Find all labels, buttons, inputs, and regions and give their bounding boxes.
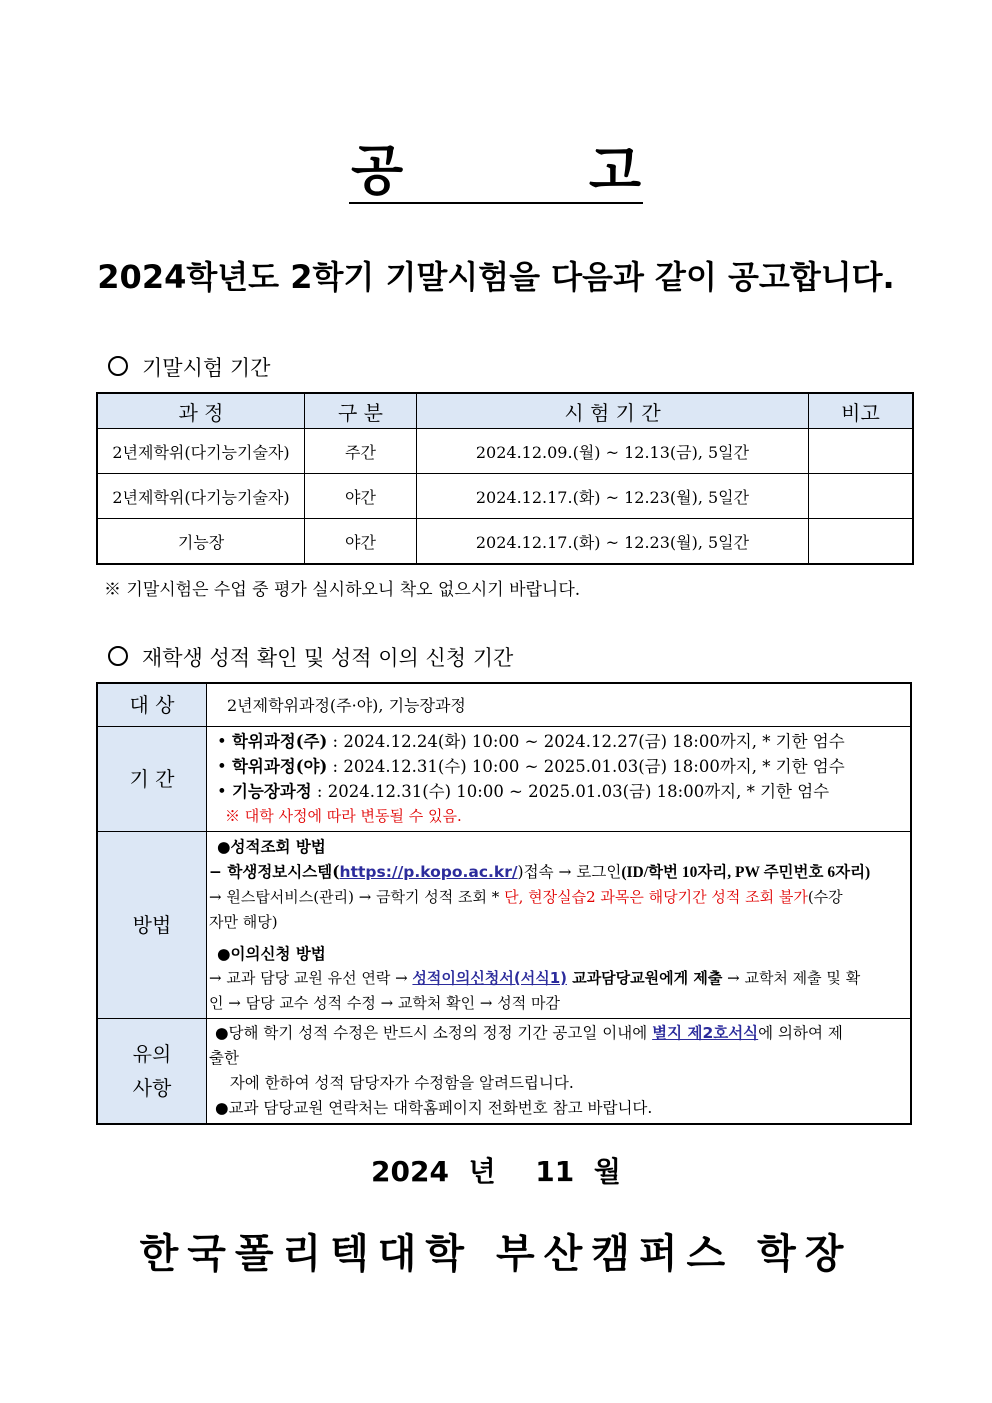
method-row xyxy=(97,832,911,1019)
notice-line: ●당해 학기 성적 수정은 반드시 소정의 정정 기간 공고일 이내에 별지 제2호서식에 의하여 제 xyxy=(215,1024,843,1042)
cell-course: 2년제학위(다기능기술자) xyxy=(97,474,305,519)
grade-method-heading: ●성적조회 방법 xyxy=(217,837,326,856)
cell-period: 2024.12.17.(화) ~ 12.23(월), 5일간 xyxy=(417,474,809,519)
cell-remark xyxy=(809,429,914,474)
period-content xyxy=(207,727,912,832)
notice-row xyxy=(97,1019,911,1125)
section1-heading xyxy=(108,352,270,382)
method-label: 방법 xyxy=(97,832,207,1019)
notice-line: 출한 xyxy=(209,1049,239,1067)
appeal-method-line: → 교과 담당 교원 유선 연락 → 성적이의신청서(서식1) 교과담당교원에게 제출 → 교학처 제출 및 확 xyxy=(209,969,861,987)
grade-method-line: 자만 해당) xyxy=(209,913,278,931)
appeal-method-line: 인 → 담당 교수 성적 수정 → 교학처 확인 → 성적 마감 xyxy=(209,994,560,1012)
period-line: • 학위과정(주) : 2024.12.24(화) 10:00 ~ 2024.12.27(금) 18:00까지, * 기한 엄수 xyxy=(217,732,845,751)
exam-period-table xyxy=(96,392,914,565)
appeal-method-heading: ●이의신청 방법 xyxy=(217,944,326,963)
table-row xyxy=(97,474,913,519)
cell-period: 2024.12.17.(화) ~ 12.23(월), 5일간 xyxy=(417,519,809,565)
appeal-form-link[interactable]: 성적이의신청서(서식1) xyxy=(412,969,567,987)
notice-label xyxy=(97,1019,207,1125)
target-value: 2년제학위과정(주·야), 기능장과정 xyxy=(207,683,912,727)
method-content xyxy=(207,832,912,1019)
notice-title xyxy=(349,140,643,204)
period-note: ※ 대학 사정에 따라 변동될 수 있음. xyxy=(225,807,462,825)
target-row xyxy=(97,683,911,727)
cell-type: 주간 xyxy=(305,429,417,474)
period-line: • 학위과정(야) : 2024.12.31(수) 10:00 ~ 2025.01.03(금) 18:00까지, * 기한 엄수 xyxy=(217,757,845,776)
notice-content xyxy=(207,1019,912,1125)
cell-type: 야간 xyxy=(305,519,417,565)
target-label: 대 상 xyxy=(97,683,207,727)
header-period: 시 험 기 간 xyxy=(417,393,809,429)
cell-course: 2년제학위(다기능기술자) xyxy=(97,429,305,474)
notice-line: ●교과 담당교원 연락처는 대학홈페이지 전화번호 참고 바랍니다. xyxy=(215,1099,653,1117)
student-system-link[interactable]: https://p.kopo.ac.kr/ xyxy=(339,863,518,881)
grade-method-line: − 학생정보시스템(https://p.kopo.ac.kr/)접속 → 로그인(ID/학번 10자리, PW 주민번호 6자리) xyxy=(209,862,871,881)
cell-period: 2024.12.09.(월) ~ 12.13(금), 5일간 xyxy=(417,429,809,474)
cell-remark xyxy=(809,474,914,519)
cell-remark xyxy=(809,519,914,565)
period-row xyxy=(97,727,911,832)
notice-label-line: 사항 xyxy=(132,1076,172,1100)
header-remark: 비고 xyxy=(809,393,914,429)
section2-heading-text: 재학생 성적 확인 및 성적 이의 신청 기간 xyxy=(142,646,514,670)
cell-course: 기능장 xyxy=(97,519,305,565)
section2-heading xyxy=(108,642,513,672)
table-header-row xyxy=(97,393,913,429)
notice-signer: 한국폴리텍대학 부산캠퍼스 학장 xyxy=(139,1231,853,1277)
notice-date: 2024 년 11 월 xyxy=(371,1155,621,1188)
title-char-1: 공 xyxy=(351,139,404,202)
header-course: 과 정 xyxy=(97,393,305,429)
grade-method-line: → 원스탑서비스(관리) → 금학기 성적 조회 * 단, 현장실습2 과목은 해당기간 성적 조회 불가(수강 xyxy=(209,888,843,906)
table-row xyxy=(97,519,913,565)
circle-bullet-icon xyxy=(108,646,128,666)
notice-subtitle: 2024학년도 2학기 기말시험을 다음과 같이 공고합니다. xyxy=(97,258,895,296)
period-line: • 기능장과정 : 2024.12.31(수) 10:00 ~ 2025.01.03(금) 18:00까지, * 기한 엄수 xyxy=(217,782,830,801)
circle-bullet-icon xyxy=(108,356,128,376)
cell-type: 야간 xyxy=(305,474,417,519)
notice-line: 자에 한하여 성적 담당자가 수정함을 알려드립니다. xyxy=(215,1074,574,1092)
notice-label-line: 유의 xyxy=(132,1042,172,1066)
header-type: 구 분 xyxy=(305,393,417,429)
period-label: 기 간 xyxy=(97,727,207,832)
form2-link[interactable]: 별지 제2호서식 xyxy=(652,1024,759,1042)
table-row xyxy=(97,429,913,474)
section1-heading-text: 기말시험 기간 xyxy=(142,356,271,380)
title-char-2: 고 xyxy=(588,139,641,202)
exam-note: ※ 기말시험은 수업 중 평가 실시하오니 착오 없으시기 바랍니다. xyxy=(104,580,581,600)
grade-check-table xyxy=(96,682,912,1125)
